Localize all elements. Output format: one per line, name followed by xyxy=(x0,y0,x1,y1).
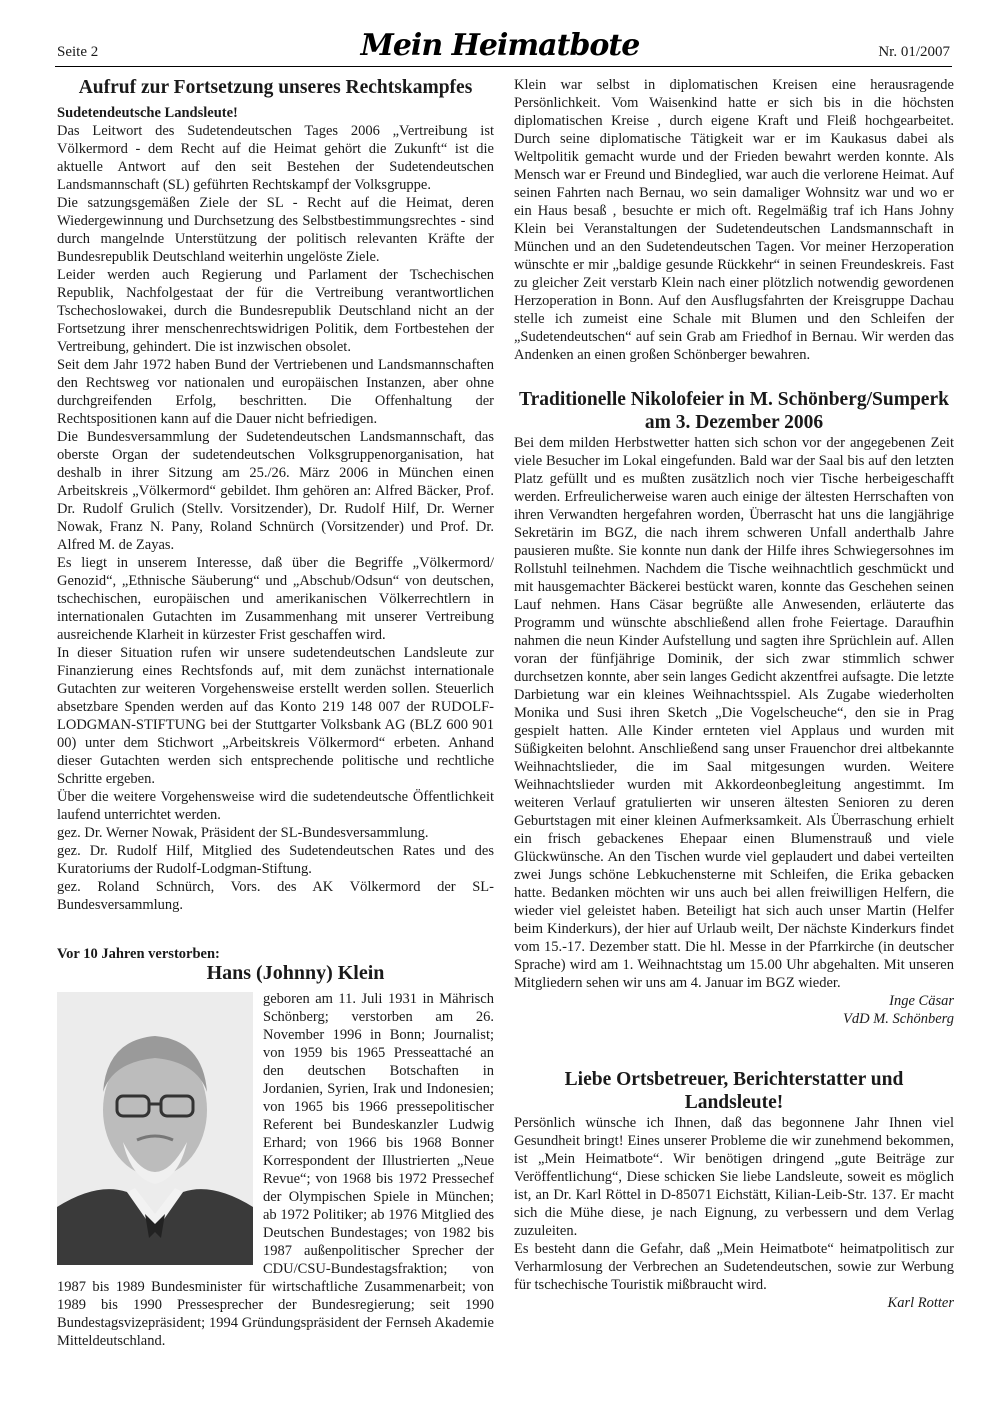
article2-text: Bei dem milden Herbstwetter hatten sich schon vor der angegebenen Zeit viele Besucher im Lokal eingefunden. Bald war der Saal bis auf den letzten Platz gefüllt und es mußten zusätzlich noch vier Tische herbeigeschafft werden. Erfreulicherweise waren auch einige der ältesten Herrschaften von ihren Verwandten hergefahren worden, Überrascht hat uns die langjährige Sekretärin im BGZ, die nach ihrem schweren Unfall anderthalb Jahre pausieren mußte. Sie konnte nun dank der Hilfe ihres Schwiegersohnes im Rollstuhl teilnehmen. Nachdem die Tische weihnachtlich geschmückt und mit hausgemachter Bäckerei bestückt waren, konnte das Geschehen seinen Lauf nehmen. Hans Cäsar begrüßte alle Anwesenden, erläuterte das Programm und wünschte abschließend allen frohe Feiertage. Daraufhin nahmen die neun Kinder Aufstellung und sagten ihre Sprüchlein auf. Allen voran der fünfjährige Dominik, der sich zwar stimmlich schwer durchsetzen konnte, aber sein langes Gedicht akzentfrei aufsagte. Die letzte Darbietung war ein kleines Weihnachtsspiel. Als Zugabe wiederholten Monika und Susi ihren Sketch „Die Vogelscheuche“, den sie in Prag gespielt hatten. Alle Kinder ernteten viel Applaus und wurden mit Süßigkeiten belohnt. Anschließend sang unser Frauenchor drei altbekannte Weihnachtslieder, die im Saal mitgesungen wurden. Weitere Weihnachtslieder wurden mit Akkordeonbegleitung angestimmt. Im weiteren Verlauf gratulierten wir unseren ältesten Senioren zu deren Geburtstagen mit einer kleinen Aufmerksamkeit. Als Überraschung erhielt ein frisch gebackenes Ehepaar einen Blumenstrauß und viele Glückwünsche. An den Tischen wurde viel geplaudert und dabei verteilten zwei Jungs schöne Lebkuchensterne mit Schleifen, die Erika gebacken hatte. Bedanken möchten wir uns auch bei allen freiwilligen Helfern, die wieder viel geleistet haben. Beteiligt hat sich auch unser Martin (Helfer beim Kinderkurs), der hier auf Urlaub weilt, Der nächste Kinderkurs findet vom 15.-17. Dezember statt. Die hl. Messe in der Pfarrkirche (in deutscher Sprache) wird am 1. Weihnachtstag um 15.00 Uhr abgehalten. Mit unseren Mitgliedern sehen wir uns am 4. Januar im BGZ wieder. xyxy=(514,435,954,991)
page-number: Seite 2 xyxy=(57,44,99,60)
article1-paragraph: In dieser Situation rufen wir unsere sudetendeutschen Landsleute zur Finanzierung eines Rechtsfonds auf, mit dem zunächst internationale Gutachten zur weiteren Vorgehensweise erstellt werden sollen. Steuerlich absetzbare Spenden werden auf das Konto 219 148 007 der RUDOLF-LODGMAN-STIFTUNG bei der Stuttgarter Volksbank AG (BLZ 600 901 00) unter dem Stichwort „Arbeitskreis Völkermord“ erbeten. Anhand dieser Gutachten werden sich entsprechende politische und rechtliche Schritte ergeben. xyxy=(57,645,494,787)
article2-title: Traditionelle Nikolofeier in M. Schönberg/Sumperk am 3. Dezember 2006 xyxy=(519,389,949,433)
article2-author: Inge Cäsar xyxy=(889,993,954,1009)
continuation-text: Klein war selbst in diplomatischen Kreisen eine herausragende Persönlichkeit. Vom Waisenkind hatte er sich bis in die höchsten diplomatischen Kreise , durch eigene Kraft und Fleiß hochgearbeitet. Durch seine diplomatische Tätigkeit war er im Kaukasus dabei als Weltpolitik gemacht wurde und der Frieden bewahrt werden konnte. Als Mensch war er Freund und Bindeglied, war auch die verlorene Heimat. Auf seinen Fahrten nach Bernau, wo sein damaliger Wohnsitz war und wo er ein Haus besaß , besuchte er mich oft. Regelmäßig traf ich Hans Johny Klein bei Veranstaltungen der Sudetendeutschen Landsmannschaft in München und an den Sudetendeutschen Tagen. Vor meiner Herzoperation wünschte er mir „baldige gesunde Rückkehr“ in seinen Freundeskreis. Fast zu gleicher Zeit verstarb Klein nach einer plötzlich notwendig gewordenen Herzoperation in Bonn. Auf den Ausflugsfahrten der Kreisgruppe Dachau stelle ich zumeist eine Schale mit Blumen und den Schleifen der „Sudetendeutschen“ auf sein Grab am Friedhof in Bernau. Wir werden das Andenken an einen großen Schönberger bewahren. xyxy=(514,77,954,363)
article3-author: Karl Rotter xyxy=(887,1295,954,1311)
article2-org: VdD M. Schönberg xyxy=(842,1011,954,1027)
obituary-body xyxy=(57,990,494,1350)
article1-paragraph: Leider werden auch Regierung und Parlament der Tschechischen Republik, Nachfolgestaat der für die Vertreibung verantwortlichen Tschechoslowakei, durch die Bundesrepublik Deutschland nicht an der Fortsetzung ihrer menschenrechtswidrigen Politik, dem Fortbestehen der Vertreibung, gehindert. Die ist inzwischen obsolet. xyxy=(57,267,494,355)
article1-paragraph: Seit dem Jahr 1972 haben Bund der Vertriebenen und Landsmannschaften den Rechtsweg vor nationalen und europäischen Instanzen, aber ohne durchgreifenden Erfolg, beschritten. Die Offenhaltung der Rechtspositionen kann auf die Dauer nicht befriedigen. xyxy=(57,357,494,427)
article1-salutation: Sudetendeutsche Landsleute! xyxy=(57,105,238,121)
obituary-text: geboren am 11. Juli 1931 in Mährisch Schönberg; verstorben am 26. November 1996 in Bonn; Journalist; von 1959 bis 1965 Presseattaché an den deutschen Botschaften in Jordanien, Syrien, Irak und Indonesien; von 1965 bis 1966 pressepolitischer Referent bei Bundeskanzler Ludwig Erhard; von 1966 bis 1968 Bonner Korrespondent der Illustrierten „Neue Revue“; von 1968 bis 1972 Pressechef der Olympischen Spiele in München; ab 1972 Politiker; ab 1976 Mitglied des Deutschen Bundestages; von 1982 bis 1987 außenpolitischer Sprecher der CDU/CSU-Bundestagsfraktion; von 1987 bis 1989 Bundesminister für wirtschaftliche Zusammenarbeit; von 1989 bis 1990 Pressesprecher der Bundesregierung; seit 1990 Bundestagsvizepräsident; 1994 Gründungspräsident der Fernseh Akademie Mitteldeutschland. xyxy=(57,991,494,1349)
left-column xyxy=(57,76,494,1350)
issue-number: Nr. 01/2007 xyxy=(878,44,950,60)
article3-paragraph: Persönlich wünsche ich Ihnen, daß das begonnene Jahr Ihnen viel Gesundheit bringt! Eines unserer Probleme die wir zunehmend bekommen, ist „Mein Heimatbote“. Wir benötigen dringend „gute Beiträge zur Veröffentlichung“, Diese schicken Sie liebe Landsleute, soweit es möglich ist, an Dr. Karl Röttel in D-85071 Eichstätt, Kilian-Leib-Str. 137. Er macht sich die Mühe diese, je nach Eignung, zu verbessern und dem Verlag zuzuleiten. xyxy=(514,1115,954,1239)
article1-signature: gez. Dr. Rudolf Hilf, Mitglied des Sudetendeutschen Rates und des Kuratoriums der Rudolf-Lodgman-Stiftung. xyxy=(57,843,494,877)
article3-title: Liebe Ortsbetreuer, Berichterstatter und Landsleute! xyxy=(564,1069,904,1113)
article1-signature: gez. Dr. Werner Nowak, Präsident der SL-Bundesversammlung. xyxy=(57,825,429,841)
article1-paragraph: Die Bundesversammlung der Sudetendeutschen Landsmannschaft, das oberste Organ der sudetendeutschen Volksgruppenorganisation, hat deshalb in ihrer Sitzung am 25./26. März 2006 in München einen Arbeitskreis „Völkermord“ gebildet. Ihm gehören an: Alfred Bäcker, Prof. Dr. Rudolf Grulich (Stellv. Vorsitzender), Dr. Rudolf Hilf, Dr. Werner Nowak, Franz N. Pany, Roland Schnürch (Vorsitzender) und Prof. Dr. Alfred M. de Zayas. xyxy=(57,429,494,553)
article3-paragraph: Es besteht dann die Gefahr, daß „Mein Heimatbote“ heimatpolitisch zur Verharmlosung der Verbrechen an Sudetendeutschen, sowie zur Werbung für tschechische Touristik mißbraucht wird. xyxy=(514,1241,954,1293)
article1-paragraph: Das Leitwort des Sudetendeutschen Tages 2006 „Vertreibung ist Völkermord - dem Recht auf die Heimat gehört die Zukunft“ ist die aktuelle Antwort auf den seit Bestehen der Sudetendeutschen Landsmannschaft (SL) geführten Rechtskampf der Volksgruppe. xyxy=(57,123,494,193)
article1-paragraph: Die satzungsgemäßen Ziele der SL - Recht auf die Heimat, deren Wiedergewinnung und Durchsetzung des Selbstbestimmungsrechtes - sind durch mangelnde Unterstützung der politisch relevanten Kräfte der Bundesrepublik Deutschland weiterhin ungelöste Ziele. xyxy=(57,195,494,265)
right-column xyxy=(514,76,954,1312)
article1-title: Aufruf zur Fortsetzung unseres Rechtskampfes xyxy=(78,77,473,98)
obituary-name: Hans (Johnny) Klein xyxy=(206,962,385,984)
article1-signature: gez. Roland Schnürch, Vors. des AK Völkermord der SL-Bundesversammlung. xyxy=(57,879,494,913)
masthead-logo: Mein Heimatbote xyxy=(360,28,640,63)
article1-paragraph: Über die weitere Vorgehensweise wird die sudetendeutsche Öffentlichkeit laufend unterrichtet werden. xyxy=(57,789,494,823)
article1-paragraph: Es liegt in unserem Interesse, daß über die Begriffe „Völkermord/ Genozid“, „Ethnische Säuberung“ und „Abschub/Odsun“ von deutschen, tschechischen, europäischen und amerikanischen Völkerrechtlern in internationalen Gutachten im Zusammenhang mit unserer Vertreibung ausreichende Klarheit in kürzester Frist geschaffen wird. xyxy=(57,555,494,643)
portrait-photo xyxy=(57,992,253,1265)
header-rule xyxy=(55,66,952,67)
obituary-lead: Vor 10 Jahren verstorben: xyxy=(57,946,220,962)
